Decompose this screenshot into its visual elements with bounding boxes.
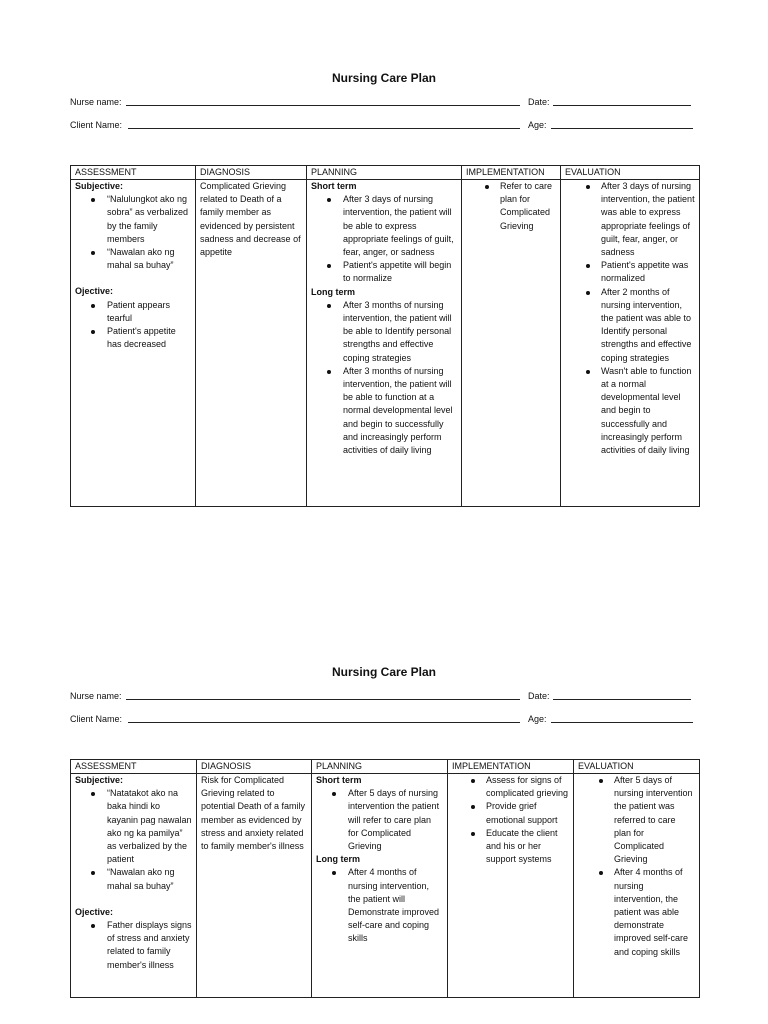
evaluation-cell	[574, 774, 700, 998]
subjective-label: Subjective:	[75, 181, 124, 191]
list-item: Educate the client and his or her support systems	[452, 827, 569, 867]
page-title: Nursing Care Plan	[331, 665, 437, 679]
short-term-list	[311, 193, 457, 285]
nurse-date-row	[70, 689, 700, 703]
evaluation-list	[578, 774, 695, 959]
care-plan-table	[70, 165, 700, 507]
table-header-row	[71, 760, 700, 774]
list-item: After 5 days of nursing intervention the patient will refer to care plan for Complicated Grieving	[316, 787, 443, 853]
objective-label: Ojective:	[75, 906, 114, 917]
subjective-list	[75, 787, 192, 893]
list-item: Patient's appetite will begin to normalize	[311, 259, 457, 285]
list-item: After 3 months of nursing intervention, the patient will be able to function at a normal developmental level and begin to successfully and increasingly perform activities of daily living	[311, 365, 457, 457]
implementation-list	[452, 774, 569, 866]
evaluation-list	[565, 180, 695, 457]
subjective-label: Subjective:	[75, 775, 124, 785]
list-item: “Nawalan ako ng mahal sa buhay”	[75, 246, 191, 272]
date-field[interactable]	[553, 699, 691, 700]
header-implementation: IMPLEMENTATION	[448, 760, 574, 774]
nurse-name-field[interactable]	[126, 699, 520, 700]
subjective-list	[75, 193, 191, 272]
objective-list	[75, 919, 192, 972]
client-name-field[interactable]	[128, 722, 520, 723]
list-item: After 4 months of nursing intervention, the patient was able demonstrate improved self-care and coping skills	[578, 866, 695, 958]
planning-cell	[312, 774, 448, 998]
evaluation-cell	[561, 180, 700, 507]
age-label: Age:	[528, 120, 547, 130]
header-implementation: IMPLEMENTATION	[462, 166, 561, 180]
objective-label: Ojective:	[75, 286, 114, 297]
client-name-label: Client Name:	[70, 120, 123, 130]
date-label: Date:	[528, 97, 550, 107]
assessment-cell	[71, 180, 196, 507]
header-diagnosis: DIAGNOSIS	[197, 760, 312, 774]
age-field[interactable]	[551, 128, 693, 129]
care-plan-table	[70, 759, 700, 998]
long-term-label: Long term	[311, 286, 355, 297]
client-name-label: Client Name:	[70, 714, 123, 724]
list-item: “Nalulungkot ako ng sobra” as verbalized by the family members	[75, 193, 191, 246]
list-item: After 3 days of nursing intervention, the patient was able to express appropriate feelings of guilt, fear, anger, or sadness	[565, 180, 695, 259]
list-item: After 3 days of nursing intervention, the patient will be able to express appropriate feelings of guilt, fear, anger, or sadness	[311, 193, 457, 259]
header-evaluation: EVALUATION	[574, 760, 700, 774]
nurse-date-row	[70, 95, 700, 109]
client-name-field[interactable]	[128, 128, 520, 129]
table-row	[71, 774, 700, 998]
list-item: Refer to care plan for Complicated Grieving	[466, 180, 556, 233]
page-title: Nursing Care Plan	[331, 71, 437, 85]
table-header-row	[71, 166, 700, 180]
short-term-label: Short term	[316, 775, 362, 785]
assessment-cell	[71, 774, 197, 998]
list-item: Patient's appetite has decreased	[75, 325, 191, 351]
header-assessment: ASSESSMENT	[71, 760, 197, 774]
diagnosis-cell: Risk for Complicated Grieving related to potential Death of a family member as evidenced by stress and anxiety related to family member's illness	[197, 774, 312, 998]
date-label: Date:	[528, 691, 550, 701]
nurse-name-field[interactable]	[126, 105, 520, 106]
list-item: Provide grief emotional support	[452, 800, 569, 826]
list-item: “Nawalan ako ng mahal sa buhay”	[75, 866, 192, 892]
header-planning: PLANNING	[312, 760, 448, 774]
list-item: Assess for signs of complicated grieving	[452, 774, 569, 800]
list-item: Wasn't able to function at a normal developmental level and begin to successfully and increasingly perform activities of daily living	[565, 365, 695, 457]
list-item: Father displays signs of stress and anxiety related to family member's illness	[75, 919, 192, 972]
list-item: Patient's appetite was normalized	[565, 259, 695, 285]
header-evaluation: EVALUATION	[561, 166, 700, 180]
list-item: Patient appears tearful	[75, 299, 191, 325]
planning-cell	[307, 180, 462, 507]
header-planning: PLANNING	[307, 166, 462, 180]
diagnosis-cell: Complicated Grieving related to Death of a family member as evidenced by persistent sadness and decrease of appetite	[196, 180, 307, 507]
age-label: Age:	[528, 714, 547, 724]
table-row	[71, 180, 700, 507]
nurse-name-label: Nurse name:	[70, 691, 122, 701]
list-item: After 3 months of nursing intervention, the patient will be able to Identify personal strengths and effective coping strategies	[311, 299, 457, 365]
implementation-cell	[448, 774, 574, 998]
short-term-label: Short term	[311, 181, 357, 191]
date-field[interactable]	[553, 105, 691, 106]
short-term-list	[316, 787, 443, 853]
age-field[interactable]	[551, 722, 693, 723]
nurse-name-label: Nurse name:	[70, 97, 122, 107]
header-assessment: ASSESSMENT	[71, 166, 196, 180]
long-term-label: Long term	[316, 854, 360, 865]
client-age-row	[70, 712, 700, 726]
list-item: After 2 months of nursing intervention, the patient was able to Identify personal strengths and effective coping strategies	[565, 286, 695, 365]
objective-list	[75, 299, 191, 352]
implementation-list	[466, 180, 556, 233]
long-term-list	[311, 299, 457, 457]
header-diagnosis: DIAGNOSIS	[196, 166, 307, 180]
implementation-cell	[462, 180, 561, 507]
long-term-list	[316, 866, 443, 945]
client-age-row	[70, 118, 700, 132]
list-item: After 4 months of nursing intervention, the patient will Demonstrate improved self-care and coping skills	[316, 866, 443, 945]
list-item: After 5 days of nursing intervention the patient was referred to care plan for Complicated Grieving	[578, 774, 695, 866]
list-item: “Natatakot ako na baka hindi ko kayanin pag nawalan ako ng ka pamilya” as verbalized by the patient	[75, 787, 192, 866]
